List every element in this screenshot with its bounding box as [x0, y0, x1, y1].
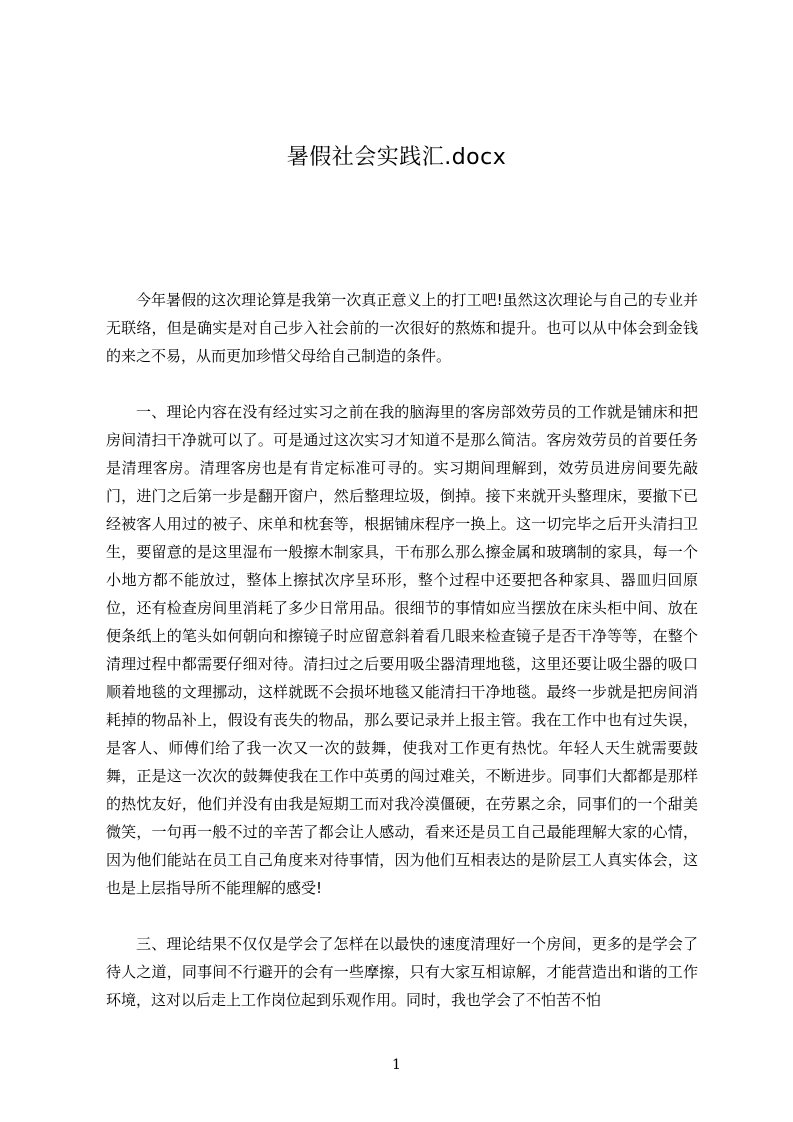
- page-number: 1: [392, 1057, 401, 1073]
- paragraph-results: 三、理论结果不仅仅是学会了怎样在以最快的速度清理好一个房间，更多的是学会了待人之道，同事间不行避开的会有一些摩擦，只有大家互相谅解，才能营造出和谐的工作环境，这对以后走上工作岗位起到乐观作用。同时，我也学会了不怕苦不怕: [106, 935, 698, 1009]
- document-title: 暑假社会实践汇.docx: [286, 145, 507, 170]
- paragraph-content: 一、理论内容在没有经过实习之前在我的脑海里的客房部效劳员的工作就是铺床和把房间清扫干净就可以了。可是通过这次实习才知道不是那么简洁。客房效劳员的首要任务是清理客房。清理客房也是有肯定标准可寻的。实习期间理解到，效劳员进房间要先敲门，进门之后第一步是翻开窗户，然后整理垃圾，倒掉。接下来就开头整理床，要撤下已经被客人用过的被子、床单和枕套等，根据铺床程序一换上。这一切完毕之后开头清扫卫生，要留意的是这里湿布一般擦木制家具，干布那么那么擦金属和玻璃制的家具，每一个小地方都不能放过，整体上擦拭次序呈环形，整个过程中还要把各种家具、器皿归回原位，还有检查房间里消耗了多少日常用品。很细节的事情如应当摆放在床头柜中间、放在便条纸上的笔头如何朝向和擦镜子时应留意斜着看几眼来检查镜子是否干净等等，在整个清理过程中都需要仔细对待。清扫过之后要用吸尘器清理地毯，这里还要让吸尘器的吸口顺着地毯的文理挪动，这样就既不会损坏地毯又能清扫干净地毯。最终一步就是把房间消耗掉的物品补上，假设有丧失的物品，那么要记录并上报主管。我在工作中也有过失误，是客人、师傅们给了我一次又一次的鼓舞，使我对工作更有热忱。年轻人天生就需要鼓舞，正是这一次次的鼓舞使我在工作中英勇的闯过难关，不断进步。同事们大都都是那样的热忱友好，他们并没有由我是短期工而对我冷漠僵硬，在劳累之余，同事们的一个甜美微笑，一句再一般不过的辛苦了都会让人感动，看来还是员工自己最能理解大家的心情，因为他们能站在员工自己角度来对待事情，因为他们互相表达的是阶层工人真实体会，这也是上层指导所不能理解的感受!: [106, 403, 698, 897]
- document-body: [106, 286, 698, 1014]
- paragraph-intro: 今年暑假的这次理论算是我第一次真正意义上的打工吧!虽然这次理论与自己的专业并无联络，但是确实是对自己步入社会前的一次很好的熬炼和提升。也可以从中体会到金钱的来之不易，从而更加珍惜父母给自己制造的条件。: [106, 291, 698, 365]
